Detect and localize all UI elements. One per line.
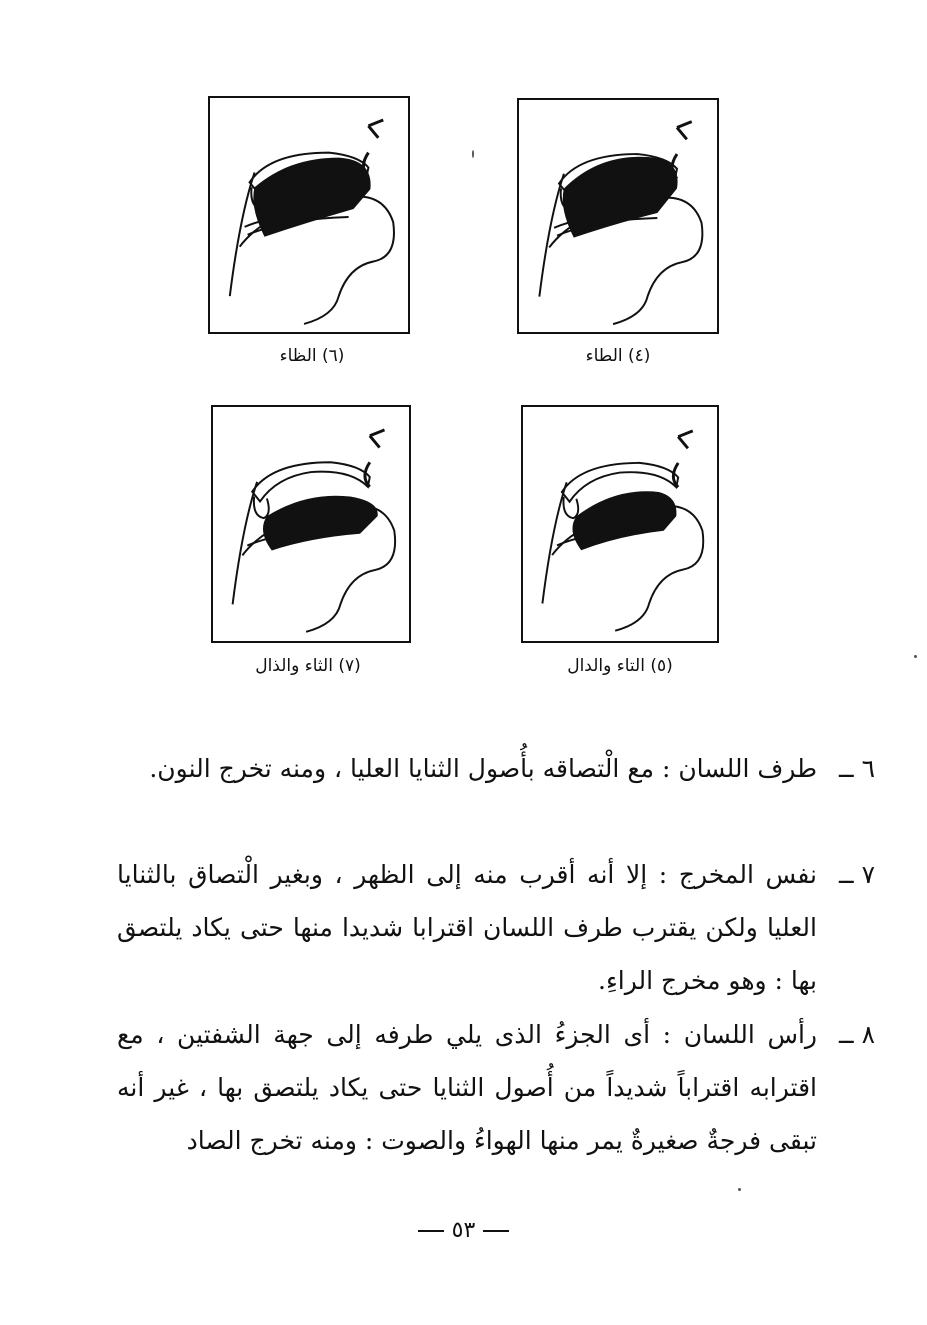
figure-thaa-dhaal-7: [211, 405, 411, 643]
figure-caption: (٧) الثاء والذال: [255, 656, 361, 676]
scan-speck: [472, 150, 474, 158]
mouth-diagram-taa: [519, 100, 717, 332]
page-number: [0, 1218, 927, 1243]
figure-caption: (٥) التاء والدال: [567, 656, 673, 676]
paragraph-7: [117, 848, 875, 1007]
paragraph-text: نفس المخرج : إلا أنه أقرب منه إلى الظهر ، وبغير الْتصاق بالثنايا العليا ولكن يقترب طرف اللسان اقترابا شديدا منها حتى يكاد يلتصق بها : وهو مخرج الراءِ.: [117, 860, 817, 995]
dash-decoration: [418, 1230, 444, 1232]
mouth-diagram-thaa-dhaal: [213, 407, 409, 641]
figure-zaa-6: [208, 96, 410, 334]
paragraph-number: ٦ ــ: [838, 754, 875, 783]
figure-taa-4: [517, 98, 719, 334]
scan-speck: [914, 655, 917, 658]
paragraph-number: ٨ ــ: [838, 1020, 875, 1049]
page-number-text: ٥٣: [451, 1218, 476, 1243]
mouth-diagram-taa-daal: [523, 407, 717, 641]
paragraph-6: [117, 742, 875, 795]
scan-speck: [738, 1188, 741, 1191]
paragraph-text: طرف اللسان : مع الْتصاقه بأُصول الثنايا العليا ، ومنه تخرج النون.: [149, 754, 817, 783]
paragraph-number: ٧ ــ: [838, 860, 875, 889]
dash-decoration: [483, 1230, 509, 1232]
figure-caption: (٤) الطاء: [585, 346, 651, 366]
paragraph-text: رأس اللسان : أى الجزءُ الذى يلي طرفه إلى جهة الشفتين ، مع اقترابه اقتراباً شديداً من أُصول الثنايا حتى يكاد يلتصق بها ، غير أنه تبقى فرجةٌ صغيرةٌ يمر منها الهواءُ والصوت : ومنه تخرج الصاد: [117, 1020, 817, 1155]
figure-caption: (٦) الظاء: [279, 346, 345, 366]
paragraph-8: [117, 1008, 875, 1167]
mouth-diagram-zaa: [210, 98, 408, 332]
figure-taa-daal-5: [521, 405, 719, 643]
